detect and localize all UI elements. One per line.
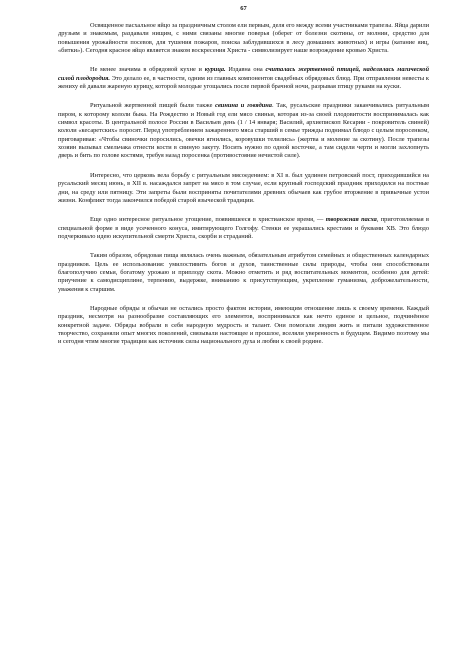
paragraph-text: Интересно, что церковь вела борьбу с ритуальным мясоедением: в XI в. был удлинен петровский пост, приходившийся на русальский месяц июнь, в XII в. насаждался запрет на мясо в том случае, если крупный господский праздник приходился на постные дни, на среду или пятницу. Эти запреты были восприняты почитателями древних обычаев как грубое вторжение в привычные устои жизни. Конфликт тогда закончился победой старой языческой традиции. [58,171,429,204]
paragraph-text: Издавна она [225,66,266,74]
paragraph [58,102,429,160]
emphasized-text: творожная пасха [325,216,377,224]
emphasized-text: курица. [204,66,226,74]
emphasized-text: свинина и говядина [215,102,272,110]
paragraph-text: . Так, русальские праздники заканчивались ритуальным пиром, к которому кололи быка. На Рождество и Новый год ели мясо свиньи, которая из-за своей плодовитости воспринималась как символ красоты. В центральной полосе России в Васильев день (1 / 14 января; Василий, архиепископ Кесарии - покровитель свиней) кололи «кесаретских» поросят. Перед употреблением зажаренного мяса старший в семье трижды поднимал блюдо с целым поросенком, приговаривая: «Чтобы свиночки поросились, овечки ягнились, коровушки телились» (жертва и моление за скотину). После трапезы хозяин вызывал смельчака отнести кости в свиную закуту. Носить нужно по одной косточке, а там сидели черти и могли захлопнуть дверь и бить по голове костями, требуя назад поросенка (противостояние нечистой силе). [58,102,429,160]
paragraph-text: Не менее значима в обрядовой кухне и [90,66,205,74]
paragraph [58,172,429,205]
emphasized-text: считалась жертвенной птицей, наделялась магической силой плодородия. [58,66,429,82]
paragraph [58,252,429,294]
paragraph-text: Это делало ее, в частности, одним из главных компонентов свадебных обрядовых блюд. При отправлении невесты к жениху ей давали жареную курицу, которой молодые угощались после первой брачной ночи, разрывая птицу руками на куски. [58,74,429,91]
paragraph-text: Ритуальной жертвенной пищей были также [90,102,216,110]
paragraph [58,66,429,91]
paragraph-text: Таким образом, обрядовая пища являлась очень важным, обязательным атрибутом семейных и общественных календарных праздников. Цель ее использования: умилостивить богов и духов, таинственные силы природы, чтобы они способствовали благополучию семьи, богатому урожаю и приплоду скота. Можно отметить и ряд воспитательных моментов, особенно для детей: приучение к самодисциплине, терпению, выдержке, вниманию к присутствующим, укрепление гуманизма, доброжелательности, уважения к старшим. [58,252,429,293]
paragraph [58,216,429,241]
paragraph-text: , приготовляемая в специальной форме в виде усеченного конуса, имитирующего Голгофу. Стенки ее украшались крестами и буквами ХВ. Это блюдо подчеркивало идею искупительной смерти Христа, скорби и страданий. [58,216,430,240]
page-number: 67 [240,5,247,12]
paragraph-text: Еще одно интересное ритуальное угощение, появившееся в христианское время, — [90,216,326,224]
paragraph-text: Освященное пасхальное яйцо за праздничным столом ели первым, деля его между всеми участниками трапезы. Яйца дарили друзьям и знакомым, раздавали нищим, с ними связаны многие поверья (оберег от болезни скотины, от молнии, средство для повышения урожайности посевов, для тушения пожаров, поиска заблудившихся в лесу домашних животных) и игры (катание яиц, «битки»). Сегодня красное яйцо является знаком воскресения Христа - символизирует наше возрождение кровью Христа. [58,22,429,55]
body-text [58,22,429,347]
paragraph-text: Народные обряды и обычаи не остались просто фактом истории, имеющим отношение лишь к своему времени. Каждый праздник, несмотря на разнообразие составляющих его элементов, воспринимался как нечто единое и цельное, подчинённое конкретной задаче. Обряды вобрали в себя народную мудрость и талант. Они помогали людям жить и питали художественное творчество, сохраняли опыт многих поколений, связывали настоящее и прошлое, вселяли уверенность в будущем. Видимо поэтому мы и сегодня чтим многие традиции как источник силы национального духа и любви к своей родине. [58,304,429,346]
paragraph [58,305,429,347]
paragraph [58,22,429,55]
